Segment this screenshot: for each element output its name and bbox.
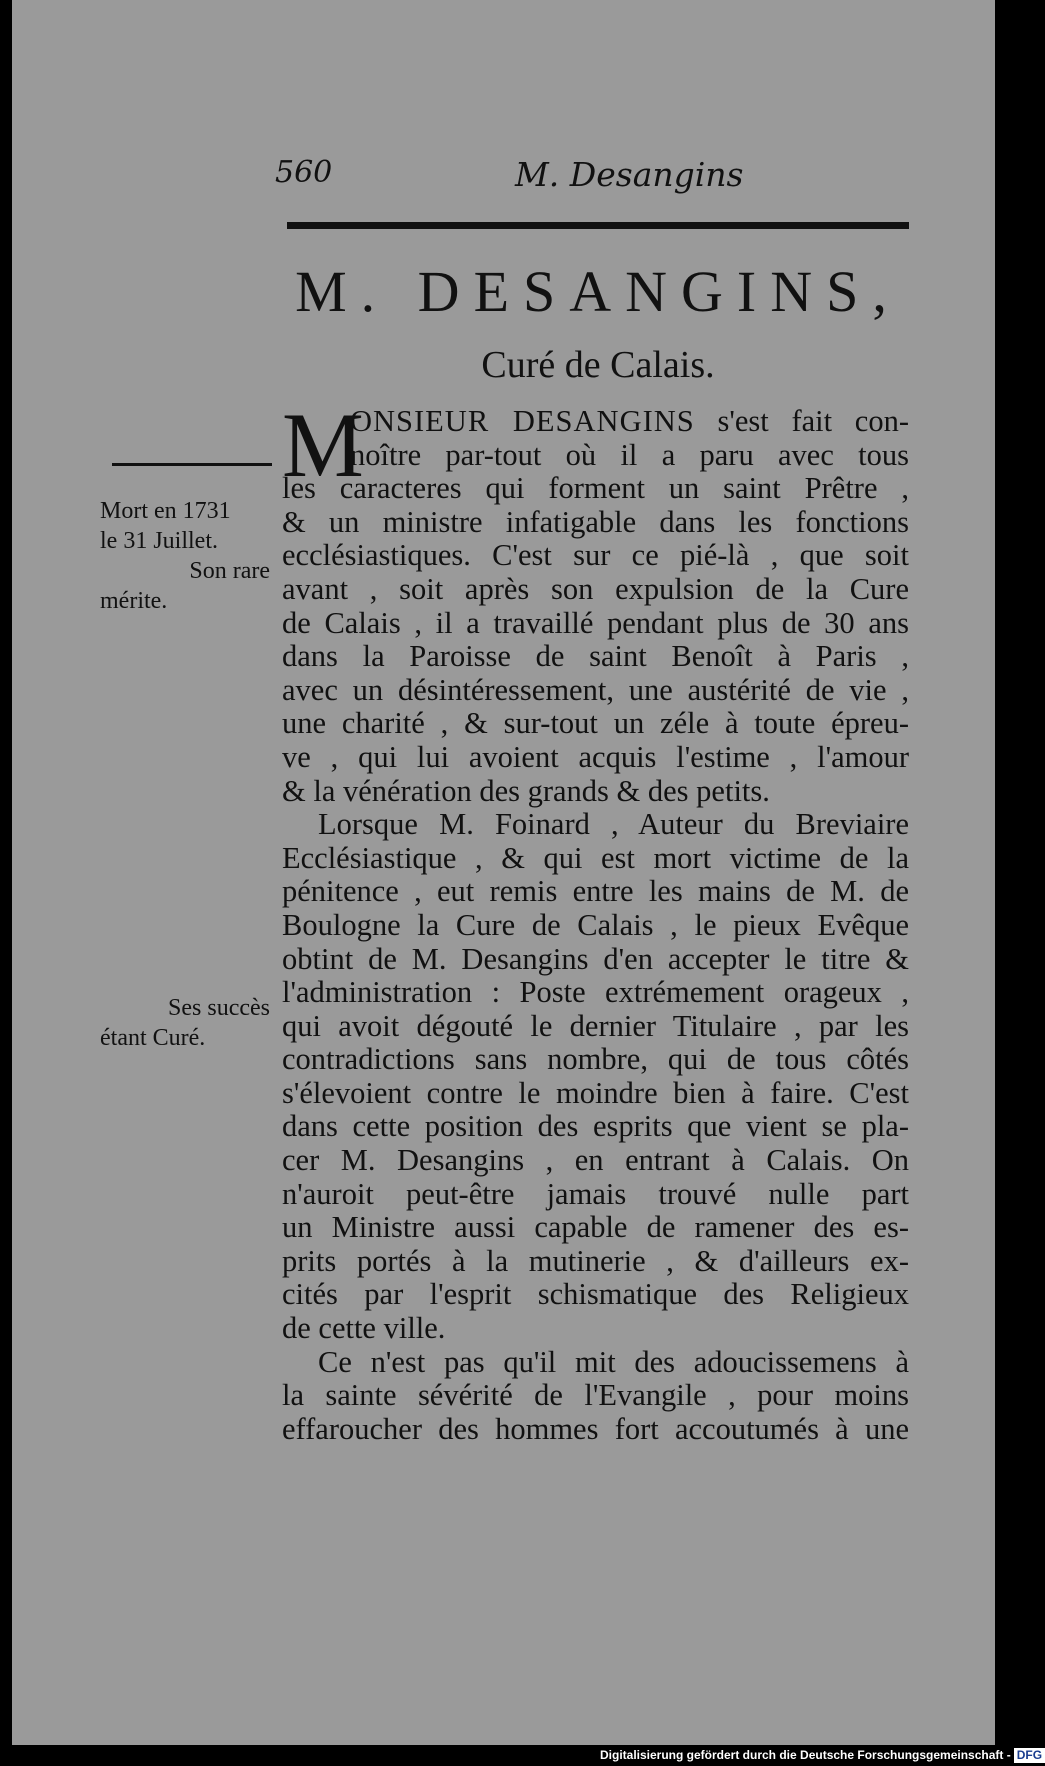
- body-line: la sainte sévérité de l'Evangile , pour moins: [282, 1378, 909, 1413]
- body-line: & la vénération des grands & des petits.: [282, 773, 770, 808]
- body-line: avec un désintéressement, une austérité de vie ,: [282, 672, 909, 707]
- book-page: [12, 0, 995, 1745]
- page-number: 560: [275, 155, 333, 190]
- drop-cap: M: [282, 394, 364, 496]
- body-line: prits portés à la mutinerie , & d'ailleurs ex-: [282, 1243, 909, 1278]
- body-line: & un ministre infatigable dans les fonctions: [282, 504, 909, 539]
- body-line: effaroucher des hommes fort accoutumés à une: [282, 1411, 909, 1446]
- body-line: de cette ville.: [282, 1311, 446, 1346]
- digitization-footer: [600, 1745, 1043, 1766]
- footer-text: Digitalisierung gefördert durch die Deutsche Forschungsgemeinschaft -: [600, 1748, 1011, 1762]
- body-line: Lorsque M. Foinard , Auteur du Breviaire: [318, 807, 909, 842]
- body-line: qui avoit dégouté le dernier Titulaire , par les: [282, 1008, 909, 1043]
- chapter-title: M. DESANGINS,: [295, 259, 901, 324]
- body-line: cités par l'esprit schismatique des Religieux: [282, 1277, 909, 1312]
- margin-note-death: [100, 496, 270, 616]
- body-line: Ce n'est pas qu'il mit des adoucissemens à: [318, 1344, 909, 1379]
- margin-note-line: le 31 Juillet.: [100, 528, 218, 554]
- body-line: pénitence , eut remis entre les mains de M. de: [282, 874, 909, 909]
- body-text: [282, 394, 909, 1446]
- body-line: obtint de M. Desangins d'en accepter le titre &: [282, 941, 909, 976]
- running-head: M. Desangins: [515, 155, 744, 194]
- header-rule: [287, 222, 909, 229]
- body-line: Boulogne la Cure de Calais , le pieux Evêque: [282, 907, 909, 942]
- dfg-logo: DFG: [1014, 1748, 1045, 1763]
- page-header: [275, 155, 909, 195]
- body-line: avant , soit après son expulsion de la Cure: [282, 571, 909, 606]
- body-line: cer M. Desangins , en entrant à Calais. On: [282, 1143, 909, 1178]
- margin-note-line: mérite.: [100, 588, 168, 614]
- body-line: contradictions sans nombre, qui de tous côtés: [282, 1042, 909, 1077]
- body-line: ecclésiastiques. C'est sur ce pié-là , que soit: [282, 538, 909, 573]
- chapter-subtitle: Curé de Calais.: [481, 344, 715, 386]
- margin-rule: [112, 463, 272, 466]
- body-line: Ecclésiastique , & qui est mort victime de la: [282, 840, 909, 875]
- line-text: s'est fait con-: [694, 404, 909, 438]
- margin-note-line: étant Curé.: [100, 1025, 206, 1051]
- body-line: s'élevoient contre le moindre bien à faire. C'est: [282, 1075, 909, 1110]
- margin-note-line: Son rare: [189, 558, 270, 584]
- body-line: une charité , & sur-tout un zéle à toute épreu-: [282, 706, 909, 741]
- body-line: ve , qui lui avoient acquis l'estime , l'amour: [282, 739, 909, 774]
- body-line: dans la Paroisse de saint Benoît à Paris ,: [282, 639, 909, 674]
- margin-note-success: [100, 993, 270, 1053]
- margin-note-line: Ses succès: [168, 995, 270, 1021]
- body-line: dans cette position des esprits que vient se pla-: [282, 1109, 909, 1144]
- body-line: un Ministre aussi capable de ramener des es-: [282, 1210, 909, 1245]
- body-line: les caracteres qui forment un saint Prêtre ,: [282, 471, 909, 506]
- margin-note-line: Mort en 1731: [100, 498, 231, 524]
- body-line: de Calais , il a travaillé pendant plus de 30 ans: [282, 605, 909, 640]
- body-line: l'administration : Poste extrémement orageux ,: [282, 975, 909, 1010]
- body-line: noître par-tout où il a paru avec tous: [350, 437, 909, 472]
- body-line: [282, 405, 909, 439]
- small-caps-name: ONSIEUR DESANGINS: [350, 404, 695, 438]
- body-line: n'auroit peut-être jamais trouvé nulle part: [282, 1176, 909, 1211]
